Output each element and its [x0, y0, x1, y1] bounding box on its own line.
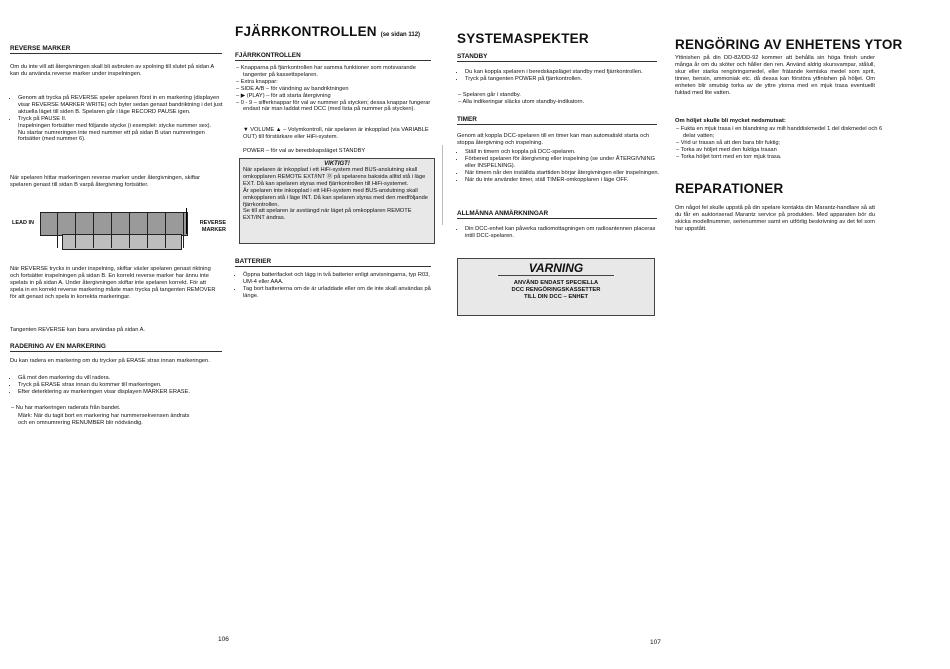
varning-line: ANVÄND ENDAST SPECIELLA	[513, 280, 599, 286]
varning-line: DCC RENGÖRINGSKASSETTER	[511, 287, 601, 293]
reverse-para4: Tangenten REVERSE kan bara användas på sidan A.	[10, 327, 146, 333]
remote-items	[235, 65, 435, 113]
list-item: • Tryck på PAUSE II.	[18, 116, 226, 123]
power-item: POWER – för val av beredskapsläget STANDBY	[243, 148, 366, 154]
reverse-para2: När spelaren hittar markeringen reverse marker under återgivningen, skiftar spelaren genast till sidan B varpå återgivning fortsätter.	[10, 175, 200, 188]
standby-dash	[457, 92, 655, 106]
list-item: Inspelningen fortsätter med följande stycke (i exemplet: stycke nummer sex).	[18, 122, 212, 129]
list-item: • Öppna batterifacket och lägg in två batterier enligt anvisningarna, typ R03, UM-4 eller AAA.	[243, 272, 439, 286]
list-item: • Din DCC-enhet kan påverka radiomottagningen om radioantennen placeras intill DCC-spelaren.	[465, 226, 661, 240]
list-item: – Fukta en mjuk trasa i en blandning av milt handdiskmedel 1 del diskmedel och 6 delar vatten;	[683, 126, 883, 140]
list-item: Nu startar numreringen inte med nummer ett på sidan B utan numreringen fortsätter (med nummer 6).	[18, 129, 205, 143]
list-item: • Tryck på ERASE strax innan du kommer till markeringen.	[18, 382, 226, 389]
page-ref: (se sidan 112)	[380, 32, 421, 38]
fjarrkontrollen-subheading: FJÄRRKONTROLLEN	[235, 52, 431, 61]
radering-bullets	[10, 375, 226, 396]
varning-box	[457, 258, 655, 316]
page-divider	[442, 145, 443, 225]
reverse-marker-diagram	[10, 208, 228, 264]
timer-heading: TIMER	[457, 116, 657, 125]
reverse-marker-label: REVERSE MARKER	[199, 220, 226, 233]
reverse-intro: Om du inte vill att återgivningen skall bli avbruten av spolning till slutet på sidan A kan du använda reverse marker under inspelningen.	[10, 64, 214, 77]
page-number-left: 106	[218, 636, 229, 643]
page-number-right: 107	[650, 639, 661, 646]
list-item: – Torka höljet torrt med en torr mjuk trasa.	[683, 154, 883, 161]
list-item: • Förbered spelaren för återgivning eller inspelning (se under ÅTERGIVNING eller INSPELNING).	[465, 156, 661, 170]
batterier-heading: BATTERIER	[235, 258, 431, 267]
reparationer-title: REPARATIONER	[675, 181, 784, 196]
batterier-bullets	[235, 272, 439, 300]
radering-dash	[10, 405, 218, 412]
hint-heading: Om höljet skulle bli mycket nedsmutsat:	[675, 118, 786, 124]
list-item: – Extra knappar:	[243, 79, 435, 86]
volume-item: ▼ VOLUME ▲ – Volymkontroll, när spelaren är inkopplad (via VARIABLE OUT) till förstärkare eller HiFi-system.	[243, 127, 429, 140]
reverse-para3: När REVERSE trycks in under inspelning, skiftar växler spelaren genast riktning och fortsätter inspelningen på sidan B. En korrekt reverse marker har ännu inte spelats in på sidan A. Under återgivningen skiftar inte spelaren korrekt. För att spela in en korrekt reverse markering måste man trycka på tangenten REMOVER för att genast och spela in korrekta markeringar.	[10, 266, 216, 300]
list-item: • Efter deterktering av markeringen visar displayen MARKER ERASE.	[18, 389, 226, 396]
radering-intro: Du kan radera en markering om du trycker på ERASE strax innan markeringen.	[10, 358, 210, 364]
list-item: • Gå mot den markering du vill radera.	[18, 375, 226, 382]
allmanna-heading: ALLMÄNNA ANMÄRKNINGAR	[457, 210, 657, 219]
standby-heading: STANDBY	[457, 53, 657, 62]
reparationer-text: Om något fel skulle uppstå på din spelare kontakta din Marantz-handlare så att du får en auktoriserad Marantz service på produkten. Med apparaten bör du skicka modellnummer, serienummer samt en utförlig beskrivning av det fel som har uppstått.	[675, 205, 875, 232]
varning-title: VARNING	[498, 261, 614, 276]
allmanna-bullets	[457, 226, 661, 240]
list-item: • Tag bort batterierna om de är urladdade eller om de inte skall användas på länge.	[243, 286, 439, 300]
viktigt-line: Är spelaren inte inkopplad i ett HiFi-system med BUS-anslutning skall omkopplaren stå i läge INT. Då kan spelaren styras med den medföljande fjärrkontrollen.	[243, 187, 428, 208]
timer-intro: Genom att koppla DCC-spelaren till en timer kan man automatiskt starta och stoppa återgivning och inspelning.	[457, 133, 650, 146]
list-item: • Ställ in timern och koppla på DCC-spelaren.	[465, 149, 661, 156]
rengoring-title: RENGÖRING AV ENHETENS YTOR	[675, 37, 903, 52]
standby-bullets	[457, 69, 655, 83]
viktigt-box	[239, 158, 435, 244]
list-item: – Knapparna på fjärrkontrollen har samma funktioner som motsvarande tangenter på kassettspelaren.	[243, 65, 435, 79]
reverse-bullets	[10, 95, 226, 143]
track-separators	[40, 212, 186, 248]
list-item: • Du kan koppla spelaren i beredskapsläget standby med fjärrkontrollen.	[465, 69, 655, 76]
radering-note: Märk: När du tagit bort en markering har nummersekvensen ändrats och en omnumrering RENUMBER blir nödvändig.	[18, 413, 190, 426]
list-item: – ▶ (PLAY) – för att starta återgivning	[243, 93, 435, 100]
reverse-marker-heading: REVERSE MARKER	[10, 45, 222, 54]
list-item: – Nu har markeringen raderats från bandet.	[18, 405, 218, 412]
varning-line: TILL DIN DCC – ENHET	[524, 294, 588, 300]
list-item: • När timern når den inställda starttiden börjar återgivningen eller inspelningen.	[465, 170, 661, 177]
list-item: • Genom att trycka på REVERSE speler spelaren först in en markering (displayen visar REVERSE MARKER WRITE) och byter sedan genast bandriktning i det just aktuella läget till siden B. Spelaren går i läge RECORD PAUSE igen.	[18, 95, 226, 116]
viktigt-line: När spelaren är inkopplad i ett HiFi-system med BUS-anslutning skall omkopplaren REMOTE EXT/INT ⑱ på spelarens baksida alltid stå i läge EXT. Då kan spelaren styras med fjärrkontrollen till HiFi-systemet.	[243, 167, 426, 187]
list-item: – Torka av höljet med den fuktiga trasan	[683, 147, 883, 154]
timer-bullets	[457, 149, 661, 184]
list-item: • När du inte använder timer, ställ TIMER-omkopplaren i läge OFF.	[465, 177, 661, 184]
list-item: – 0 - 9 – sifferknappar för val av nummer på stycken; dessa knappar fungerar endast när man laddat med DCC (med lista på nummer på stycken).	[243, 100, 435, 114]
lead-in-label: LEAD IN	[12, 220, 34, 226]
list-item: – Alla indikeringar släcks utom standby-indikatorn.	[465, 99, 655, 106]
systemaspekter-title: SYSTEMASPEKTER	[457, 31, 589, 46]
hint-items	[675, 126, 883, 161]
viktigt-title: VIKTIGT!	[324, 161, 350, 167]
list-item: – Vrid ur trasan så att den bara blir fuktig;	[683, 140, 883, 147]
list-item: – SIDE A/B – för vändning av bandriktningen	[243, 86, 435, 93]
radering-heading: RADERING AV EN MARKERING	[10, 343, 222, 352]
rengoring-intro: Yttinishen på din DD-82/DD-92 kommer att behålla sin höga finish under många år om du sköter och håller den ren. Använd aldrig skursvampar, stålull, skur eller starka rengöringsmedel, eller frätande kemiska medel som sprit, tinner, bensin, ammoniak etc. då dessa kan förstöra ytfinishen på höljet. Om enheten blir smutsig torka av de yttre ytorna med en mjuk trasa eventuellt fuktad med lite vatten.	[675, 55, 875, 96]
viktigt-line: Se till att spelaren är avstängd när läget på omkopplaren REMOTE EXT/INT ändras.	[243, 208, 412, 222]
fjarrkontrollen-title: FJÄRRKONTROLLEN (se sidan 112)	[235, 24, 421, 39]
list-item: – Spelaren går i standby.	[465, 92, 655, 99]
list-item: • Tryck på tangenten POWER på fjärrkontrollen.	[465, 76, 655, 83]
